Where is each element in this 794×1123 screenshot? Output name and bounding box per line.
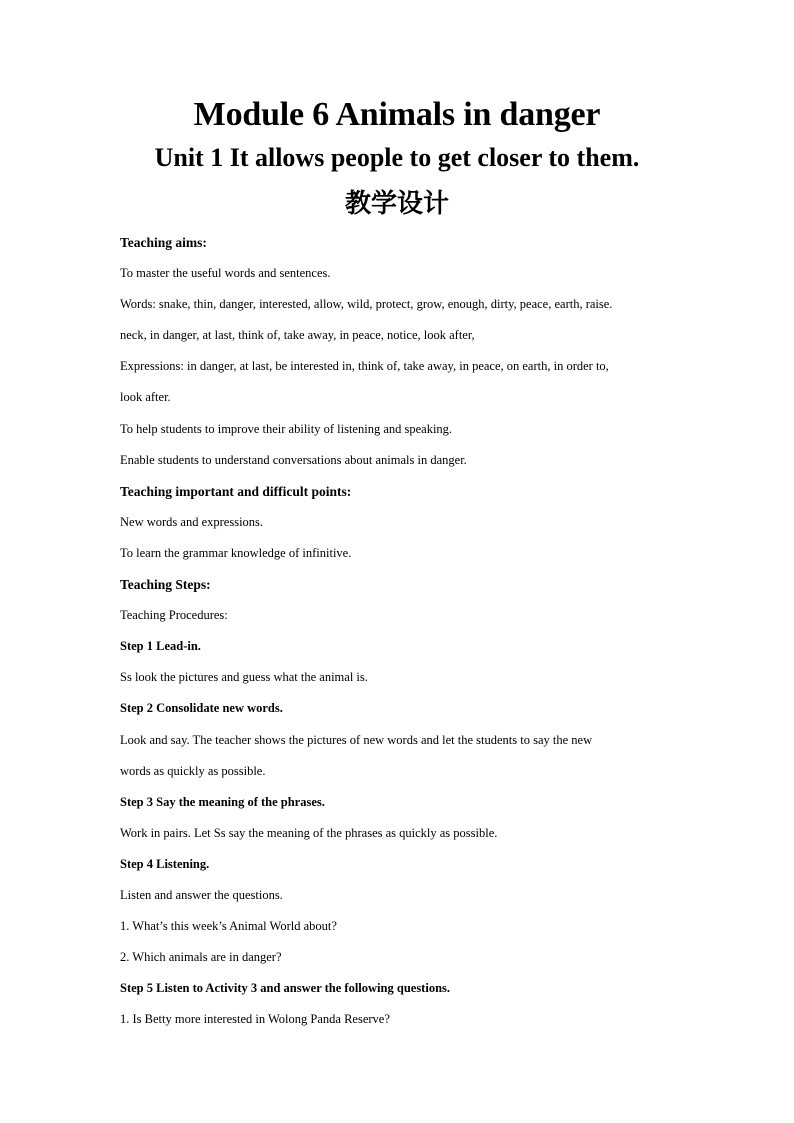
paragraph-line: To master the useful words and sentences. xyxy=(120,266,331,281)
paragraph-line: 1. What’s this week’s Animal World about? xyxy=(120,919,337,934)
document-cn-title: 教学设计 xyxy=(344,189,449,219)
paragraph-line: neck, in danger, at last, think of, take away, in peace, notice, look after, xyxy=(120,328,475,343)
paragraph-line: Expressions: in danger, at last, be interested in, think of, take away, in peace, on earth, in order to, xyxy=(120,359,609,374)
step-heading: Step 4 Listening. xyxy=(120,856,210,871)
section-heading: Teaching aims: xyxy=(120,235,207,250)
paragraph-line: To help students to improve their ability of listening and speaking. xyxy=(120,421,453,436)
paragraph-line: Look and say. The teacher shows the pictures of new words and let the students to say the new xyxy=(120,732,593,747)
paragraph-line: 2. Which animals are in danger? xyxy=(120,950,282,965)
paragraph-line: 1. Is Betty more interested in Wolong Panda Reserve? xyxy=(120,1012,390,1027)
step-heading: Step 2 Consolidate new words. xyxy=(120,701,283,716)
paragraph-line: words as quickly as possible. xyxy=(120,763,266,778)
step-heading: Step 5 Listen to Activity 3 and answer the following questions. xyxy=(120,981,451,996)
section-heading: Teaching Steps: xyxy=(120,577,211,593)
paragraph-line: look after. xyxy=(120,390,171,405)
paragraph-line: Ss look the pictures and guess what the animal is. xyxy=(120,670,368,685)
document-body xyxy=(120,227,680,1035)
paragraph-line: To learn the grammar knowledge of infinitive. xyxy=(120,545,352,560)
document-subtitle: Unit 1 It allows people to get closer to them. xyxy=(154,143,640,172)
paragraph-line: Teaching Procedures: xyxy=(120,608,228,623)
step-heading: Step 1 Lead-in. xyxy=(120,639,201,654)
section-heading: Teaching important and difficult points: xyxy=(120,483,352,499)
paragraph-line: New words and expressions. xyxy=(120,514,264,529)
paragraph-line: Words: snake, thin, danger, interested, allow, wild, protect, grow, enough, dirty, peace, earth, raise. xyxy=(120,297,613,312)
paragraph-line: Listen and answer the questions. xyxy=(120,887,283,902)
step-heading: Step 3 Say the meaning of the phrases. xyxy=(120,794,325,809)
document-title: Module 6 Animals in danger xyxy=(193,96,601,133)
paragraph-line: Enable students to understand conversations about animals in danger. xyxy=(120,452,467,467)
paragraph-line: Work in pairs. Let Ss say the meaning of the phrases as quickly as possible. xyxy=(120,825,498,840)
